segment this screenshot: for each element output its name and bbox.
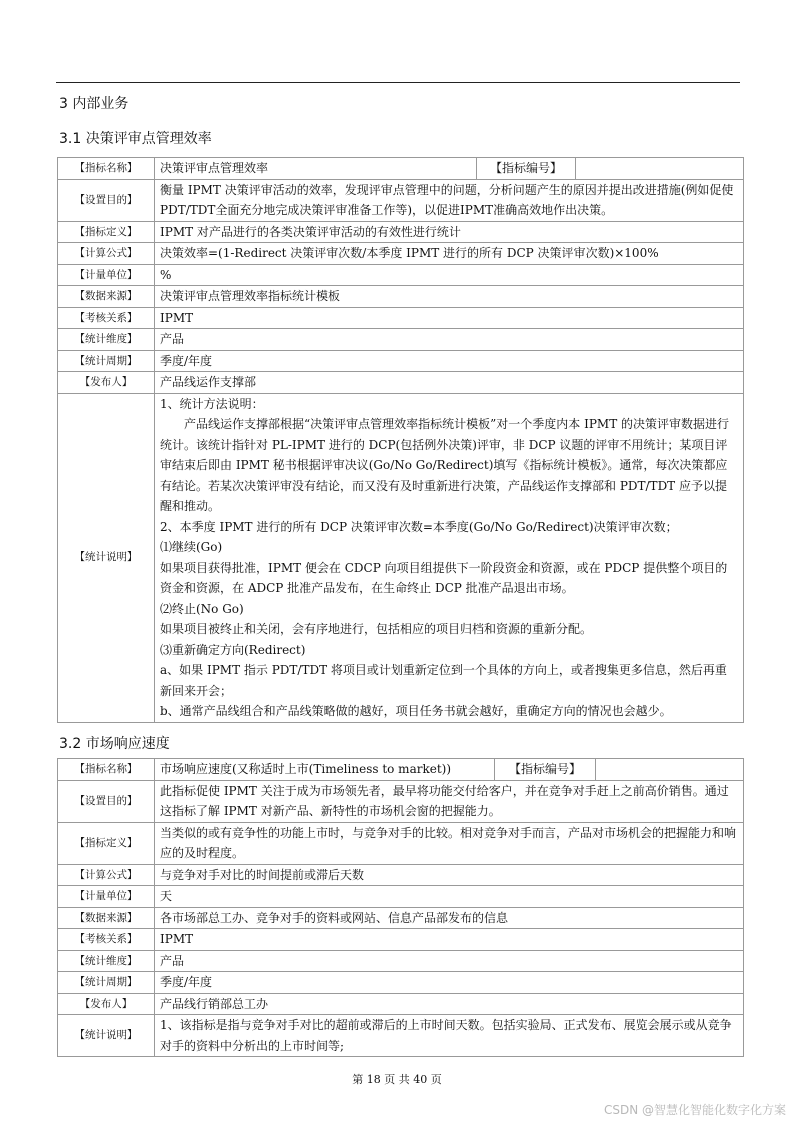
row-label: 【 计量单位 】 xyxy=(58,264,155,286)
table-row xyxy=(58,264,744,286)
note-paragraph: ⑴继续(Go) xyxy=(160,540,223,554)
table-row xyxy=(58,972,744,994)
row-value: 天 xyxy=(155,886,744,908)
row-value: 产品 xyxy=(155,950,744,972)
row-label: 【 统计维度 】 xyxy=(58,950,155,972)
row-label: 【 指标编号 】 xyxy=(495,759,596,781)
row-label: 【 考核关系 】 xyxy=(58,307,155,329)
row-label: 【 计算公式 】 xyxy=(58,243,155,265)
row-value xyxy=(576,158,744,180)
row-value: 产品线行销部总工办 xyxy=(155,993,744,1015)
table-row xyxy=(58,907,744,929)
table-row xyxy=(58,350,744,372)
row-label: 【 设置目的 】 xyxy=(58,179,155,221)
table-row xyxy=(58,372,744,394)
row-value: IPMT 对产品进行的各类决策评审活动的有效性进行统计 xyxy=(155,221,744,243)
note-paragraph: a、如果 IPMT 指示 PDT/TDT 将项目或计划重新定位到一个具体的方向上，或者搜集更多信息，然后再重新回来开会； xyxy=(160,663,727,698)
note-paragraph: 如果项目获得批准，IPMT 便会在 CDCP 向项目组提供下一阶段资金和资源，或在 PDCP 提供整个项目的资金和资源，在 ADCP 批准产品发布，在生命终止 DCP 批准产品退出市场。 xyxy=(160,560,728,595)
row-value: 产品线运作支撑部 xyxy=(155,372,744,394)
row-label: 【 统计维度 】 xyxy=(58,329,155,351)
section-heading-3-2: 3.2 市场响应速度 xyxy=(59,736,170,752)
header-rule xyxy=(56,82,740,83)
row-value: 季度/年度 xyxy=(155,972,744,994)
note-paragraph: 1、该指标是指与竞争对手对比的超前或滞后的上市时间天数。包括实验局、正式发布、展览会展示或从竞争对手的资料中分析出的上市时间等; xyxy=(160,1018,732,1053)
row-label: 【 考核关系 】 xyxy=(58,929,155,951)
row-value: 此指标促使 IPMT 关注于成为市场领先者，最早将功能交付给客户，并在竞争对手赶上之前高价销售。通过这指标了解 IPMT 对新产品、新特性的市场机会窗的把握能力。 xyxy=(155,780,744,822)
note-paragraph: ⑵终止(No Go) xyxy=(160,601,244,616)
row-value: 各市场部总工办、竞争对手的资料或网站、信息产品部发布的信息 xyxy=(155,907,744,929)
row-label: 【 数据来源 】 xyxy=(58,286,155,308)
table-row-notes xyxy=(58,393,744,722)
row-label: 【 数据来源 】 xyxy=(58,907,155,929)
section-heading-3-1: 3.1 决策评审点管理效率 xyxy=(59,131,212,147)
table-row xyxy=(58,780,744,822)
kpi-table-decision-efficiency xyxy=(57,157,744,723)
row-value: 市场响应速度(又称适时上市(Timeliness to market)) xyxy=(155,759,495,781)
table-row xyxy=(58,243,744,265)
row-value: 当类似的或有竞争性的功能上市时，与竞争对手的比较。相对竞争对手而言，产品对市场机会的把握能力和响应的及时程度。 xyxy=(155,822,744,864)
row-label: 【 统计说明 】 xyxy=(58,393,155,722)
page-number: 第 18 页 共 40 页 xyxy=(352,1073,442,1086)
row-value: 决策评审点管理效率 xyxy=(155,158,477,180)
table-row xyxy=(58,864,744,886)
table-row xyxy=(58,993,744,1015)
table-row xyxy=(58,329,744,351)
row-value: IPMT xyxy=(155,929,744,951)
row-value: 季度/年度 xyxy=(155,350,744,372)
table-row xyxy=(58,886,744,908)
table-row xyxy=(58,179,744,221)
row-label: 【 发布人 】 xyxy=(58,993,155,1015)
row-label: 【 统计周期 】 xyxy=(58,972,155,994)
row-value: 与竞争对手对比的时间提前或滞后天数 xyxy=(155,864,744,886)
row-label: 【 计算公式 】 xyxy=(58,864,155,886)
table-row xyxy=(58,307,744,329)
row-value: 决策效率=(1-Redirect 决策评审次数/本季度 IPMT 进行的所有 DCP 决策评审次数)×100% xyxy=(155,243,744,265)
row-label: 【 指标定义 】 xyxy=(58,221,155,243)
row-label: 【 指标编号 】 xyxy=(477,158,576,180)
row-label: 【 指标名称 】 xyxy=(58,759,155,781)
note-paragraph: b、通常产品线组合和产品线策略做的越好，项目任务书就会越好，重确定方向的情况也会越少。 xyxy=(160,704,672,718)
row-value: % xyxy=(155,264,744,286)
note-paragraph: 2、本季度 IPMT 进行的所有 DCP 决策评审次数=本季度(Go/No Go/Redirect)决策评审次数； xyxy=(160,519,678,534)
note-paragraph: 产品线运作支撑部根据“决策评审点管理效率指标统计模板”对一个季度内本 IPMT 的决策评审数据进行统计。该统计指针对 PL-IPMT 进行的 DCP(包括例外决策)评审，非 DCP 议题的评审不用统计；某项目评审结束后即由 IPMT 秘书根据评审决议(Go/No Go/Redirect)填写《指标统计模板》。通常，每次决策都应有结论。若某次决策评审没有结论，而又没有及时重新进行决策，产品线运作支撑部和 PDT/TDT 应予以提醒和推动。 xyxy=(160,417,730,513)
kpi-table-market-response xyxy=(57,758,744,1057)
section-title: 3 内部业务 xyxy=(59,96,129,112)
row-label: 【 发布人 】 xyxy=(58,372,155,394)
row-label: 【 计量单位 】 xyxy=(58,886,155,908)
row-label: 【 指标名称 】 xyxy=(58,158,155,180)
table-row xyxy=(58,950,744,972)
row-value: 决策评审点管理效率指标统计模板 xyxy=(155,286,744,308)
row-value: 产品 xyxy=(155,329,744,351)
table-row xyxy=(58,286,744,308)
row-value xyxy=(596,759,744,781)
row-label: 【 指标定义 】 xyxy=(58,822,155,864)
row-value: 衡量 IPMT 决策评审活动的效率，发现评审点管理中的问题，分析问题产生的原因并提出改进措施(例如促使PDT/TDT全面充分地完成决策评审准备工作等)，以促进IPMT准确高效地作出决策。 xyxy=(155,179,744,221)
table-row-notes xyxy=(58,1015,744,1057)
row-label: 【 统计周期 】 xyxy=(58,350,155,372)
notes-cell xyxy=(155,1015,744,1057)
note-paragraph: ⑶重新确定方向(Redirect) xyxy=(160,642,306,657)
row-label: 【 统计说明 】 xyxy=(58,1015,155,1057)
table-row xyxy=(58,822,744,864)
table-row xyxy=(58,929,744,951)
row-value: IPMT xyxy=(155,307,744,329)
watermark: CSDN @智慧化智能化数字化方案 xyxy=(603,1103,786,1117)
table-row xyxy=(58,221,744,243)
note-paragraph: 1、统计方法说明： xyxy=(160,396,264,411)
row-label: 【 设置目的 】 xyxy=(58,780,155,822)
note-paragraph: 如果项目被终止和关闭，会有序地进行，包括相应的项目归档和资源的重新分配。 xyxy=(160,622,593,636)
table-row xyxy=(58,759,744,781)
table-row xyxy=(58,158,744,180)
notes-cell xyxy=(155,393,744,722)
